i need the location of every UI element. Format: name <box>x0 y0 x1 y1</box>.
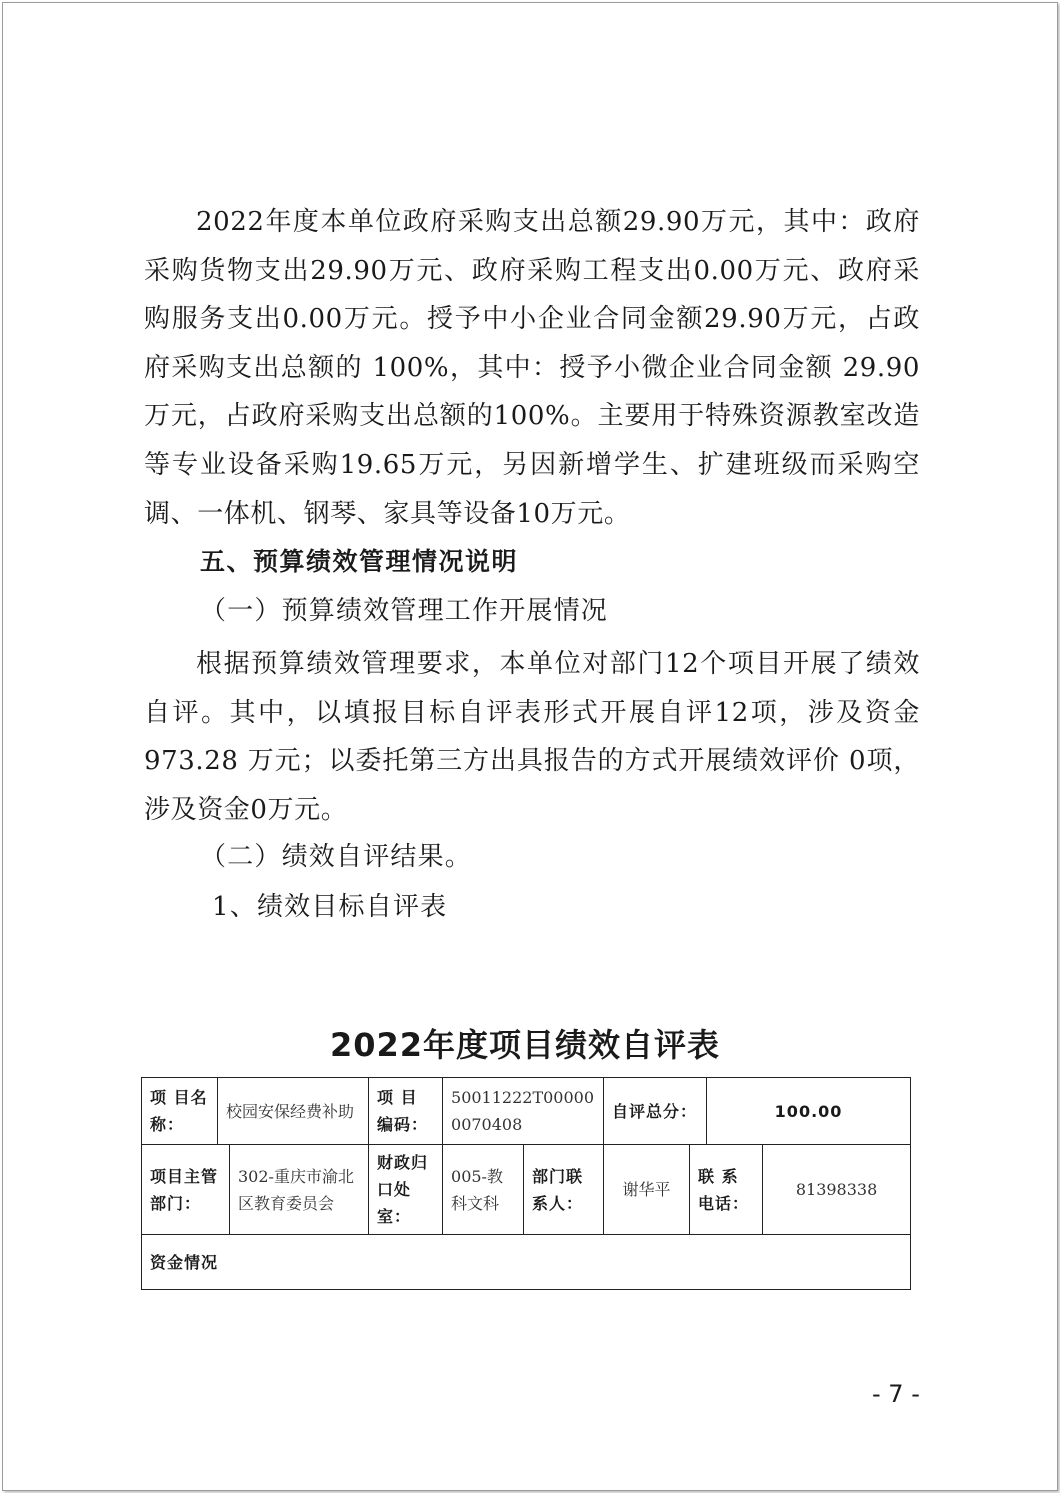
subheading-goal-table: 1、绩效目标自评表 <box>212 892 448 922</box>
project-name-value: 校园安保经费补助 <box>218 1078 369 1145</box>
page-number: - 7 - <box>872 1380 920 1408</box>
subheading-work-status: （一）预算绩效管理工作开展情况 <box>200 596 609 626</box>
table-row <box>142 1078 911 1145</box>
score-label: 自评总分： <box>604 1078 707 1145</box>
project-code-value: 50011222T000000070408 <box>443 1078 604 1145</box>
dept-label: 项目主管部门： <box>142 1145 230 1235</box>
self-evaluation-table <box>141 1077 911 1290</box>
table-row <box>142 1235 911 1290</box>
evaluation-paragraph: 根据预算绩效管理要求，本单位对部门12个项目开展了绩效自评。其中，以填报目标自评表形式开展自评12项，涉及资金 973.28 万元；以委托第三方出具报告的方式开展绩效评价 0项，涉及资金0万元。 <box>144 649 920 825</box>
funds-label: 资金情况 <box>142 1235 911 1290</box>
dept-value: 302-重庆市渝北区教育委员会 <box>230 1145 369 1235</box>
table-title: 2022年度项目绩效自评表 <box>329 1026 721 1064</box>
section-heading-performance: 五、预算绩效管理情况说明 <box>200 547 519 576</box>
subheading-self-eval-results: （二）绩效自评结果。 <box>200 842 473 872</box>
table-row <box>142 1145 911 1235</box>
contact-label: 部门联系人： <box>524 1145 604 1235</box>
contact-value: 谢华平 <box>604 1145 690 1235</box>
project-code-label: 项 目编码： <box>369 1078 443 1145</box>
score-value: 100.00 <box>707 1078 911 1145</box>
phone-value: 81398338 <box>763 1145 911 1235</box>
phone-label: 联 系电话： <box>690 1145 763 1235</box>
finance-label: 财政归口处室： <box>369 1145 443 1235</box>
finance-value: 005-教科文科 <box>443 1145 524 1235</box>
project-name-label: 项 目名称： <box>142 1078 218 1145</box>
procurement-paragraph: 2022年度本单位政府采购支出总额29.90万元，其中：政府采购货物支出29.90万元、政府采购工程支出0.00万元、政府采购服务支出0.00万元。授予中小企业合同金额29.90万元，占政府采购支出总额的 100%，其中：授予小微企业合同金额 29.90万元，占政府采购支出总额的100%。主要用于特殊资源教室改造等专业设备采购19.65万元，另因新增学生、扩建班级而采购空调、一体机、钢琴、家具等设备10万元。 <box>144 207 920 529</box>
